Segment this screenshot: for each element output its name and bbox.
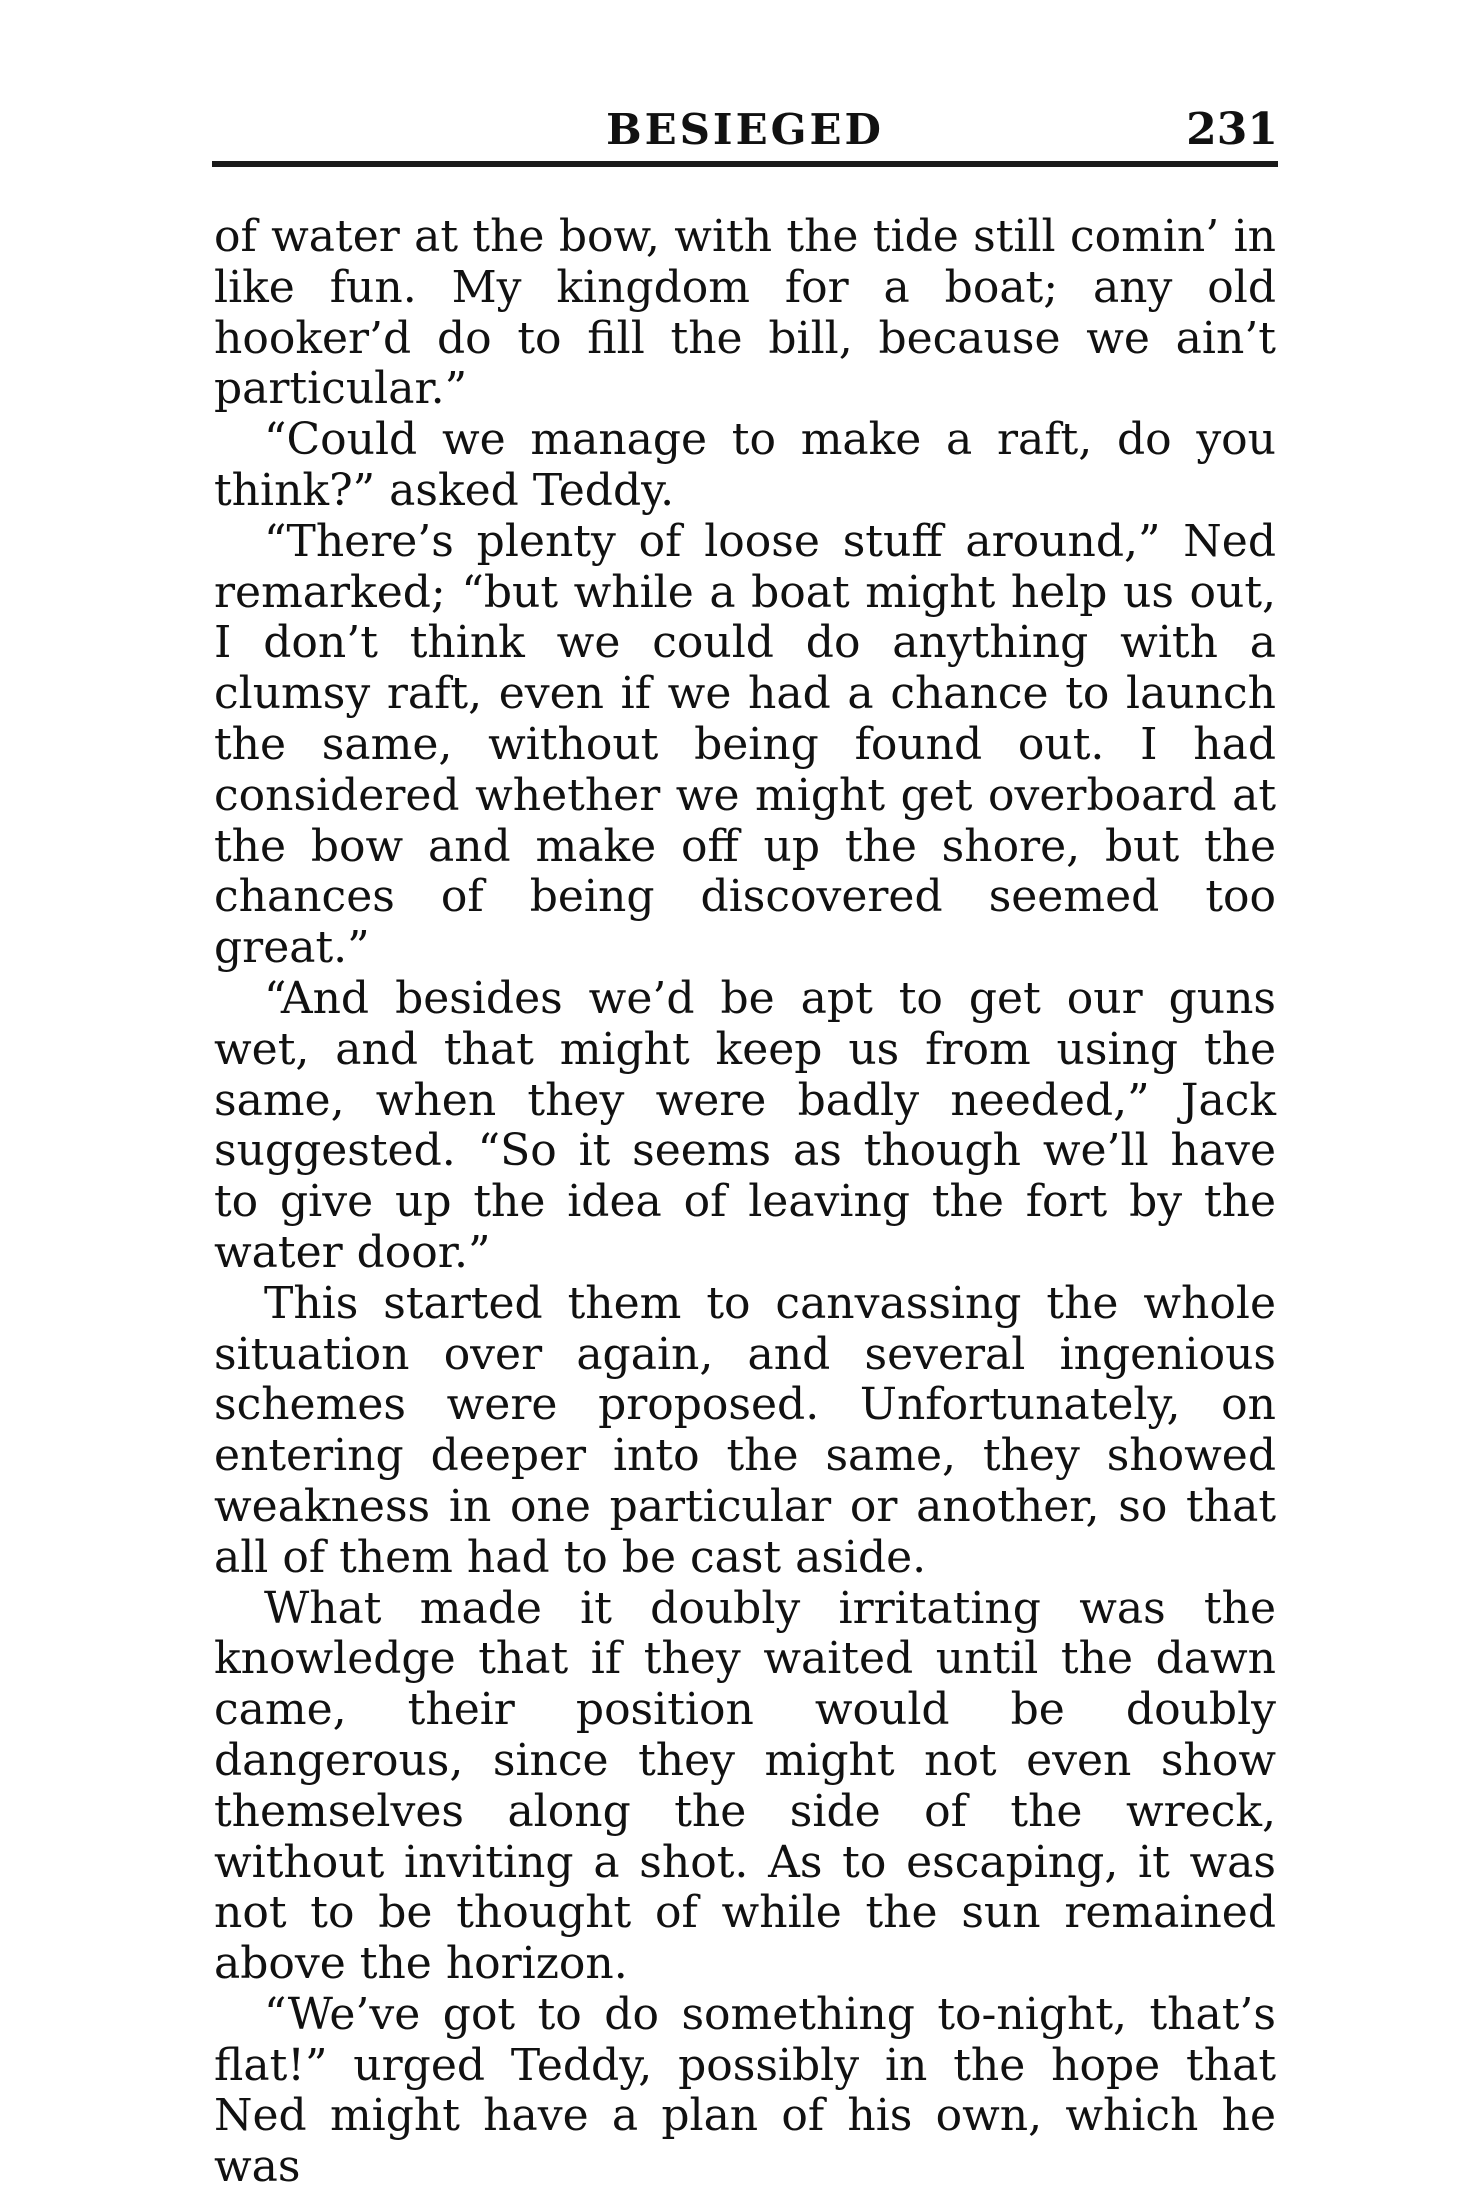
paragraph-7: “We’ve got to do something to-night, that’s flat!” urged Teddy, possibly in the hope that Ned might have a plan of his own, which he was [214, 1988, 1276, 2193]
header-rule [212, 161, 1278, 167]
paragraph-2: “Could we manage to make a raft, do you think?” asked Teddy. [214, 414, 1276, 516]
paragraph-4: “And besides we’d be apt to get our guns wet, and that might keep us from using the same, when they were badly needed,” Jack suggested. “So it seems as though we’ll have to give up the idea of leaving the fort by the water door.” [214, 972, 1276, 1278]
page-number: 231 [1186, 104, 1278, 155]
body-text [214, 212, 1276, 2193]
paragraph-5: This started them to canvassing the whole situation over again, and several ingenious schemes were proposed. Unfortunately, on entering deeper into the same, they showed weakness in one particular or another, so that all of them had to be cast aside. [214, 1277, 1276, 1583]
running-title: BESIEGED [606, 105, 884, 154]
paragraph-6: What made it doubly irritating was the knowledge that if they waited until the dawn came, their position would be doubly dangerous, since they might not even show themselves along the side of the wreck, without inviting a shot. As to escaping, it was not to be thought of while the sun remained above the horizon. [214, 1582, 1276, 1990]
paragraph-3: “There’s plenty of loose stuff around,” Ned remarked; “but while a boat might help us out, I don’t think we could do anything with a clumsy raft, even if we had a chance to launch the same, without being found out. I had considered whether we might get overboard at the bow and make off up the shore, but the chances of being discovered seemed too great.” [214, 515, 1276, 974]
page-header [212, 100, 1278, 160]
paragraph-1: of water at the bow, with the tide still comin’ in like fun. My kingdom for a boat; any old hooker’d do to fill the bill, because we ain’t particular.” [214, 211, 1276, 415]
